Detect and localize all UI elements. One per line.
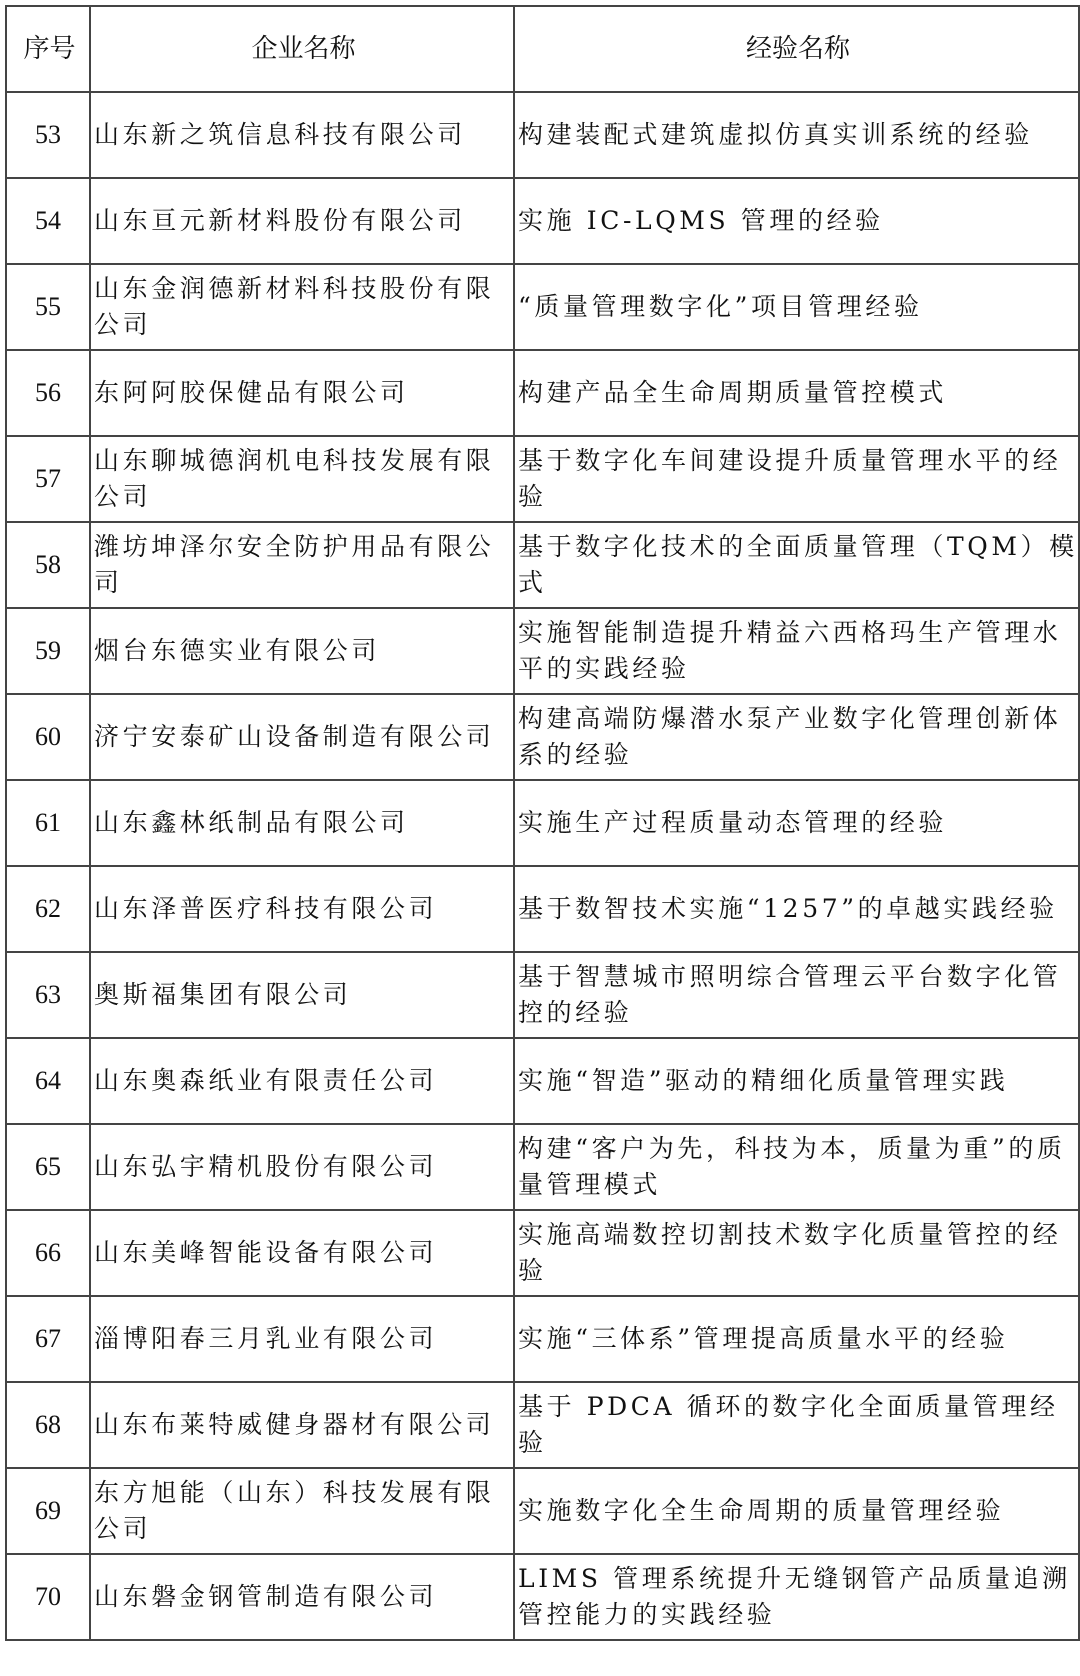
row-number: 57 [6,436,90,522]
row-number: 60 [6,694,90,780]
experience-name: 构建高端防爆潜水泵产业数字化管理创新体系的经验 [514,694,1079,780]
row-number: 61 [6,780,90,866]
table-row [6,264,1079,350]
company-name: 山东新之筑信息科技有限公司 [90,92,514,178]
row-number: 67 [6,1296,90,1382]
company-name: 山东布莱特威健身器材有限公司 [90,1382,514,1468]
table-row [6,1554,1079,1640]
experience-name: 实施 IC-LQMS 管理的经验 [514,178,1079,264]
experience-name: 基于 PDCA 循环的数字化全面质量管理经验 [514,1382,1079,1468]
table-row [6,1124,1079,1210]
company-name: 山东金润德新材料科技股份有限公司 [90,264,514,350]
table-row [6,92,1079,178]
experience-name: 构建“客户为先，科技为本，质量为重”的质量管理模式 [514,1124,1079,1210]
row-number: 53 [6,92,90,178]
row-number: 63 [6,952,90,1038]
row-number: 69 [6,1468,90,1554]
table-row [6,178,1079,264]
table-row [6,350,1079,436]
company-name: 山东弘宇精机股份有限公司 [90,1124,514,1210]
table-row [6,1038,1079,1124]
experience-name: 实施“三体系”管理提高质量水平的经验 [514,1296,1079,1382]
company-name: 山东鑫林纸制品有限公司 [90,780,514,866]
experience-name: 实施数字化全生命周期的质量管理经验 [514,1468,1079,1554]
company-name: 潍坊坤泽尔安全防护用品有限公司 [90,522,514,608]
table-row [6,952,1079,1038]
company-name: 济宁安泰矿山设备制造有限公司 [90,694,514,780]
row-number: 70 [6,1554,90,1640]
experience-name: 实施“智造”驱动的精细化质量管理实践 [514,1038,1079,1124]
company-name: 奥斯福集团有限公司 [90,952,514,1038]
experience-table [5,5,1080,1641]
table-row [6,436,1079,522]
row-number: 64 [6,1038,90,1124]
company-name: 淄博阳春三月乳业有限公司 [90,1296,514,1382]
experience-name: 构建装配式建筑虚拟仿真实训系统的经验 [514,92,1079,178]
company-name: 山东聊城德润机电科技发展有限公司 [90,436,514,522]
table-row [6,1296,1079,1382]
table-row [6,866,1079,952]
experience-name: 构建产品全生命周期质量管控模式 [514,350,1079,436]
table-header-row [6,6,1079,92]
table-row [6,1210,1079,1296]
experience-name: 实施生产过程质量动态管理的经验 [514,780,1079,866]
company-name: 山东泽普医疗科技有限公司 [90,866,514,952]
experience-name: 基于数字化技术的全面质量管理（TQM）模式 [514,522,1079,608]
row-number: 56 [6,350,90,436]
row-number: 59 [6,608,90,694]
row-number: 68 [6,1382,90,1468]
company-name: 山东磐金钢管制造有限公司 [90,1554,514,1640]
experience-name: 基于数字化车间建设提升质量管理水平的经验 [514,436,1079,522]
table-row [6,694,1079,780]
row-number: 58 [6,522,90,608]
table-row [6,608,1079,694]
table-row [6,1382,1079,1468]
experience-name: 基于智慧城市照明综合管理云平台数字化管控的经验 [514,952,1079,1038]
header-number: 序号 [6,6,90,92]
experience-name: 基于数智技术实施“1257”的卓越实践经验 [514,866,1079,952]
row-number: 65 [6,1124,90,1210]
table-row [6,1468,1079,1554]
experience-name: 实施高端数控切割技术数字化质量管控的经验 [514,1210,1079,1296]
row-number: 62 [6,866,90,952]
company-name: 山东奥森纸业有限责任公司 [90,1038,514,1124]
company-name: 东方旭能（山东）科技发展有限公司 [90,1468,514,1554]
experience-name: LIMS 管理系统提升无缝钢管产品质量追溯管控能力的实践经验 [514,1554,1079,1640]
experience-name: 实施智能制造提升精益六西格玛生产管理水平的实践经验 [514,608,1079,694]
row-number: 54 [6,178,90,264]
company-name: 山东亘元新材料股份有限公司 [90,178,514,264]
company-name: 烟台东德实业有限公司 [90,608,514,694]
row-number: 55 [6,264,90,350]
experience-name: “质量管理数字化”项目管理经验 [514,264,1079,350]
company-name: 东阿阿胶保健品有限公司 [90,350,514,436]
header-company: 企业名称 [90,6,514,92]
table-row [6,780,1079,866]
company-name: 山东美峰智能设备有限公司 [90,1210,514,1296]
table-row [6,522,1079,608]
header-experience: 经验名称 [514,6,1079,92]
row-number: 66 [6,1210,90,1296]
